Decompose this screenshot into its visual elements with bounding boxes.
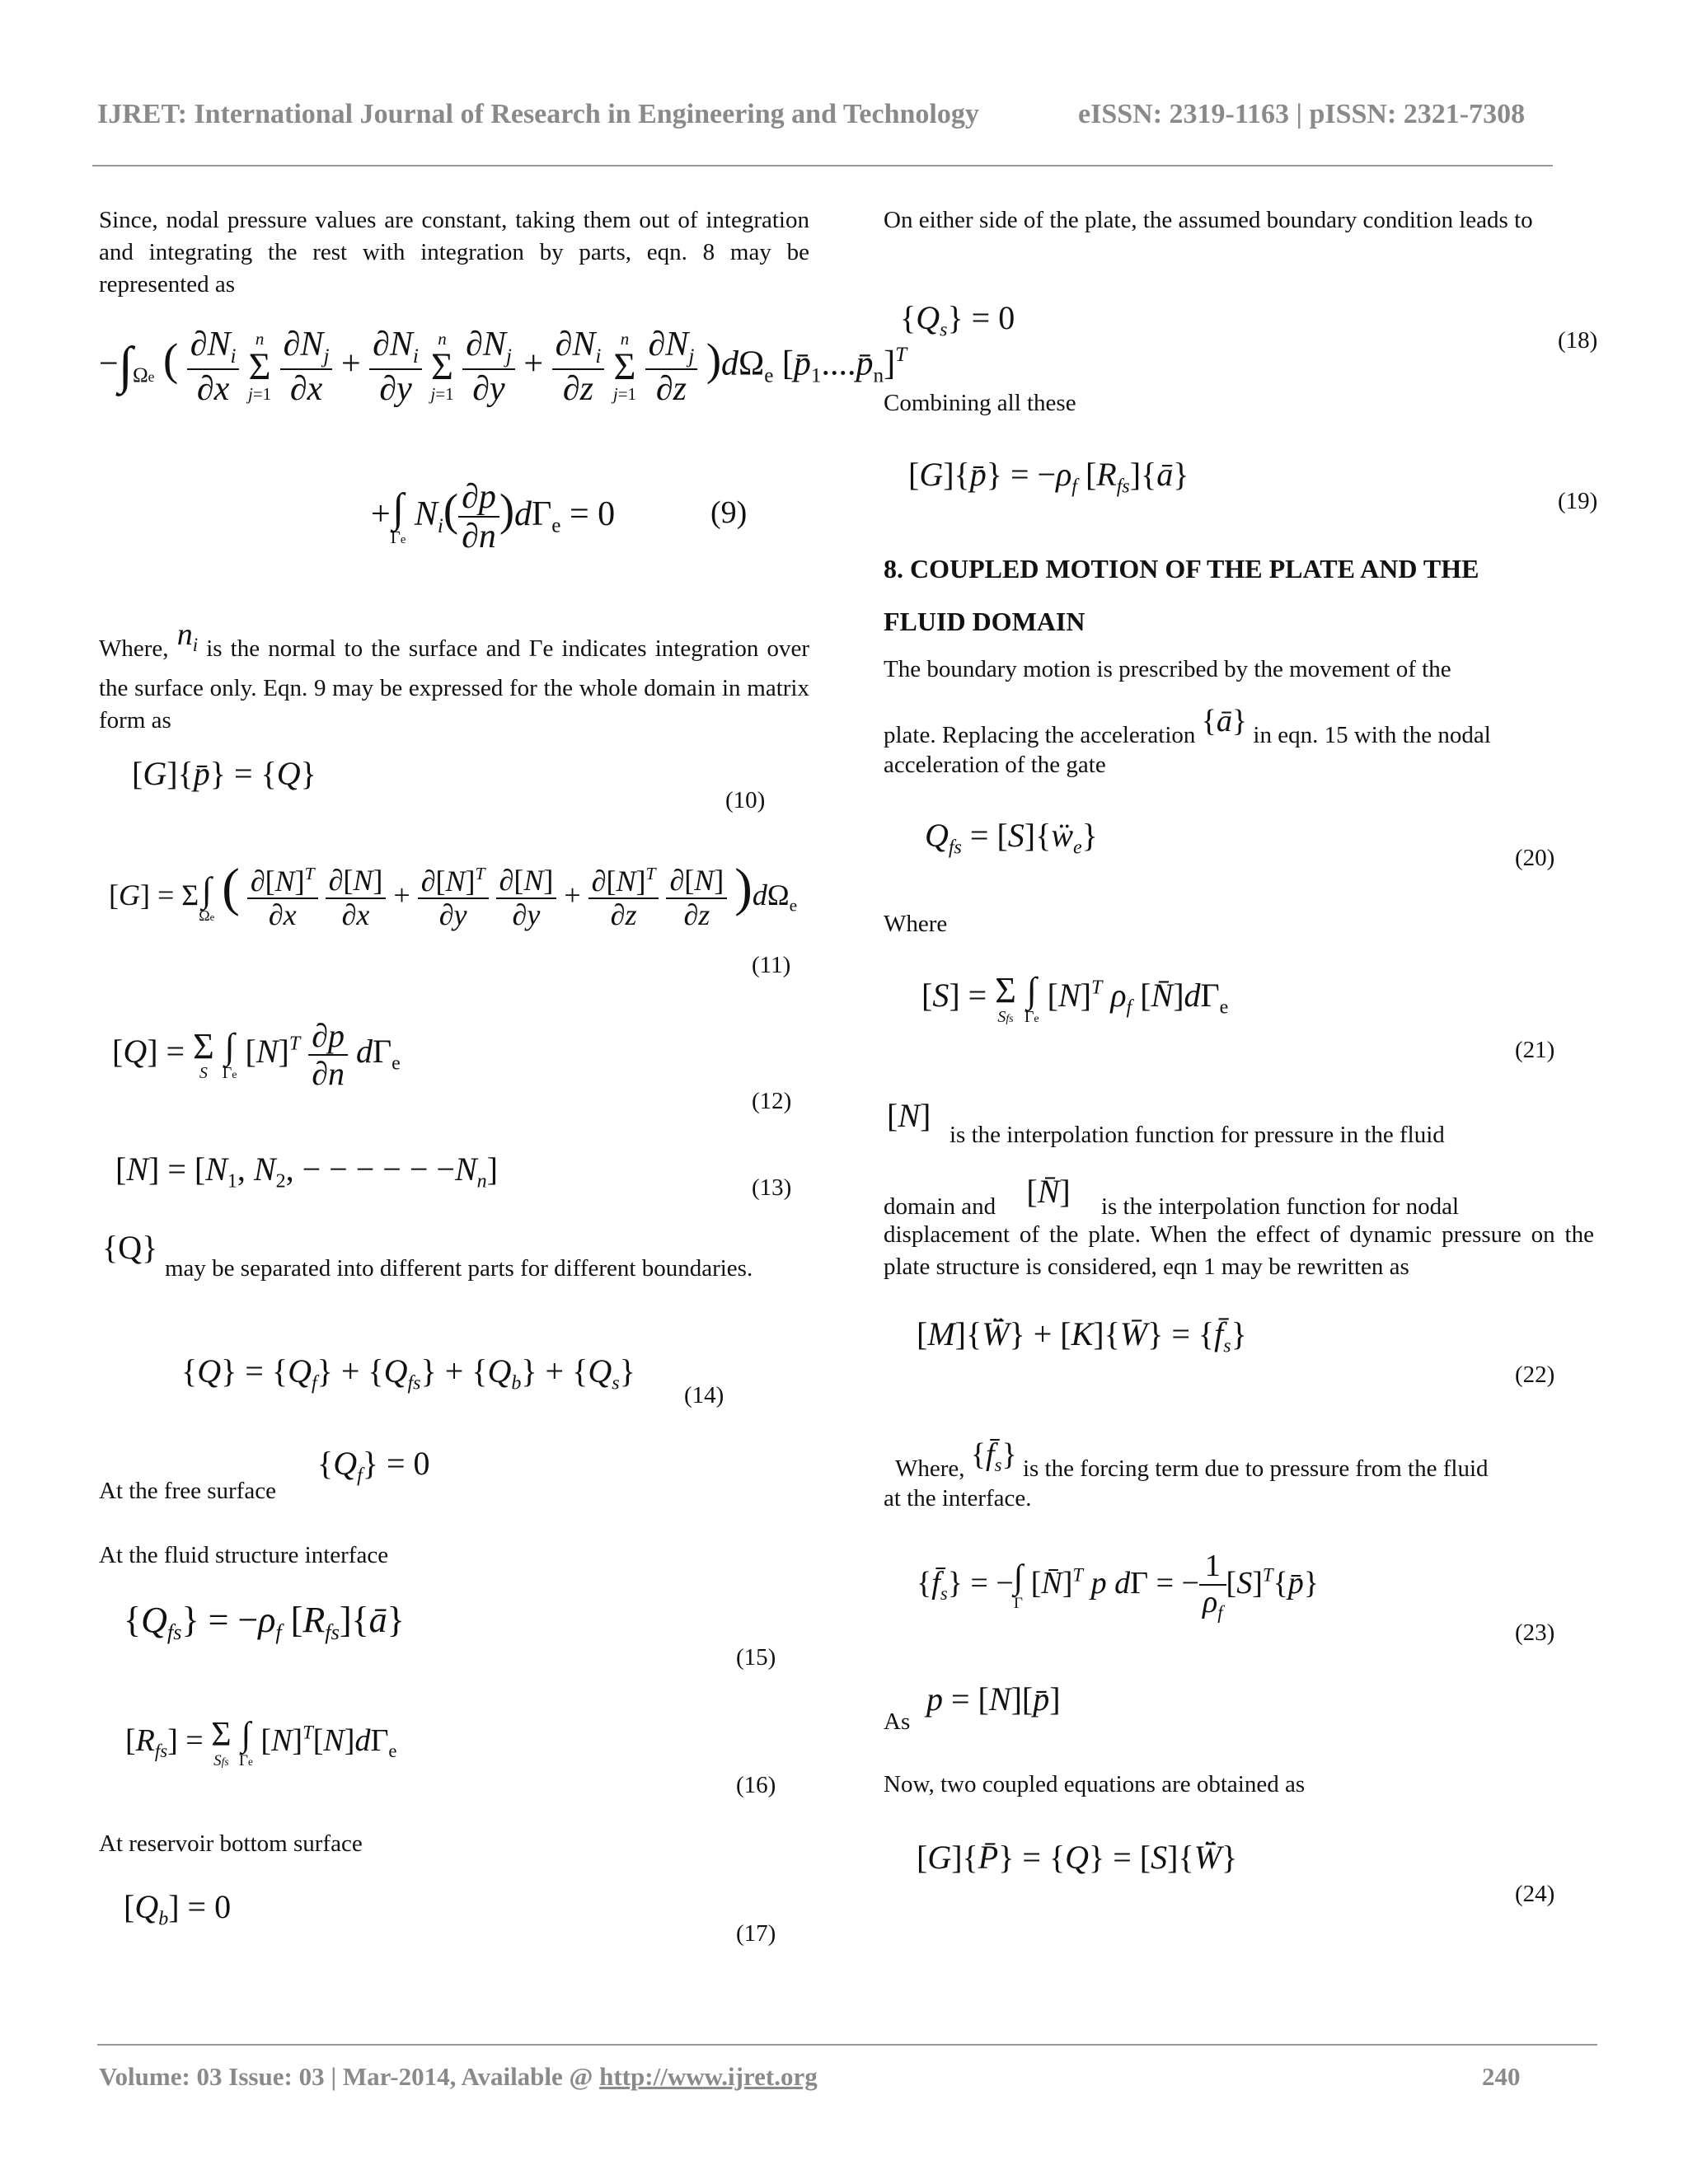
bottom-surface-label: At reservoir bottom surface: [99, 1830, 363, 1857]
equation-17: $[Q_b] = 0$: [124, 1888, 232, 1930]
equation-16: $[R_{fs}] = \Sigma$ Sfs ∫ Γe $[N]^T[N]d\Gamma_e$: [125, 1716, 397, 1769]
equation-15-number: (15): [736, 1644, 776, 1671]
equation-20-number: (20): [1515, 845, 1555, 871]
equation-9-line2: +∫ Γe $N_i$( $\frac{\partial p}{\partial n}$ )$d\Gamma_e = 0$: [371, 478, 616, 556]
header-rule: [92, 165, 1553, 166]
equation-23: $\{f̄_s\}$ = −∫ Γ [N̄]$^T$ p dΓ = − $\frac{1}{\rho_f}$ $[S]^T\{p̄\}$: [917, 1549, 1320, 1623]
normal-symbol-sub: i: [192, 634, 199, 655]
fsi-label: At the fluid structure interface: [99, 1542, 389, 1568]
section-heading-line1: 8. COUPLED MOTION OF THE PLATE AND THE: [884, 554, 1479, 583]
equation-11: [G] = Σ∫ Ωe ( $\frac{\partial[N]^T}{\partial x}$ $\frac{\partial[N]}{\partial x}$ + $\frac{\partial[N]^T}{\partial y}$ $\frac{\partial[N]}{\partial y}$ + $\frac{\partial[N]^T}{\partial z}$ $\frac{\partial[N]}{\partial z}$ )$d\Omega_e$: [109, 858, 798, 932]
equation-22-number: (22): [1515, 1361, 1555, 1388]
n-bar-symbol: [N̄]: [1026, 1173, 1071, 1210]
left-paragraph-1: Since, nodal pressure values are constant, taking them out of integration and integrating the rest with integration by parts, eqn. 8 may be represented as: [99, 207, 809, 298]
page-number: 240: [1482, 2062, 1521, 2091]
left-paragraph-2: [99, 617, 810, 737]
equation-21: [S] = Σ Sfs ∫ Γe $[N]^T$ $\rho_f$ $[N̄]d\Gamma_e$: [921, 970, 1229, 1026]
right-paragraph-1: On either side of the plate, the assumed boundary condition leads to: [884, 207, 1533, 233]
right-paragraph-4b: at the interface.: [884, 1485, 1032, 1511]
n-bar-text: is the interpolation function for nodal: [1100, 1193, 1460, 1220]
equation-22: [M]{W̄̈} + [K]{W̄} = $\{f̄_s\}$: [917, 1315, 1247, 1357]
equation-15: $\{Q_{fs}\} = -\rho_f$ $[R_{fs}]\{ā\}$: [124, 1600, 405, 1645]
right-paragraph-2b: [884, 704, 1594, 752]
where-label: Where,: [99, 635, 169, 662]
equation-19: [G]{p̄} = $-\rho_f$ $[R_{fs}]\{ā\}$: [908, 456, 1189, 498]
left-paragraph-3: may be separated into different parts for different boundaries.: [165, 1255, 753, 1282]
equation-13: $[N] = [N_1$, $N_2$, − − − − − $-N_n$]: [115, 1151, 498, 1193]
right-paragraph-3a: is the interpolation function for pressure in the fluid: [950, 1122, 1445, 1148]
equation-14-number: (14): [684, 1382, 724, 1408]
replacing-text: plate. Replacing the acceleration: [884, 722, 1196, 748]
equation-21-number: (21): [1515, 1037, 1555, 1063]
equation-20: $Q_{fs}$ = [S]{ẅ$_e$}: [925, 817, 1098, 859]
where-label-2: Where,: [895, 1455, 965, 1482]
footer-rule: [97, 2044, 1597, 2046]
q-symbol: {Q}: [102, 1229, 158, 1266]
pressure-relation: p = [N][p̄]: [926, 1680, 1061, 1718]
equation-14: $\{Q\} = \{Q_f\} + \{Q_{fs}\} + \{Q_b\} + \{Q_s\}$: [181, 1352, 635, 1394]
right-paragraph-2c: acceleration of the gate: [884, 752, 1106, 778]
equation-10: [G]{p̄} = {Q}: [132, 755, 316, 792]
free-surface-label: At the free surface: [99, 1478, 276, 1504]
right-paragraph-3c: displacement of the plate. When the effect of dynamic pressure on the plate structure is considered, eqn 1 may be rewritten as: [884, 1221, 1594, 1280]
normal-symbol: n: [176, 617, 193, 652]
page-header: [97, 99, 1548, 130]
equation-12: [Q] = Σ S ∫ Γe $[N]^T$ $\frac{\partial p}{\partial n}$ $d\Gamma_e$: [112, 1017, 401, 1092]
footer-volume: [99, 2062, 818, 2092]
combining-label: Combining all these: [884, 390, 1076, 416]
equation-17-number: (17): [736, 1920, 776, 1947]
equation-19-number: (19): [1558, 488, 1598, 514]
equation-23-number: (23): [1515, 1619, 1555, 1646]
acceleration-symbol: {ā}: [1201, 704, 1248, 738]
right-paragraph-2a: The boundary motion is prescribed by the movement of the: [884, 656, 1451, 682]
right-paragraph-3b: [884, 1173, 1594, 1223]
equation-11-number: (11): [752, 952, 791, 978]
equation-10-number: (10): [725, 787, 766, 813]
equation-24-number: (24): [1515, 1881, 1555, 1907]
equation-12-number: (12): [752, 1088, 792, 1114]
section-heading-line2: FLUID DOMAIN: [884, 607, 1085, 636]
coupled-intro: Now, two coupled equations are obtained as: [884, 1771, 1306, 1797]
equation-13-number: (13): [752, 1174, 792, 1201]
equation-9-line1: $-\int_{\Omega e}$ ( $\frac{\partial N_i}{\partial x}$ n Σ j=1 $\frac{\partial N_j}{\partial x}$ + $\frac{\partial N_i}{\partial y}$ n Σ j=1 $\frac{\partial N_j}{\partial y}$ + $\frac{\partial N_i}{\partial z}$ n Σ j=1 $\frac{\partial N_j}{\partial z}$ )$d\Omega_e$ $[p̄_1....p̄_n]^T$: [99, 326, 907, 408]
issn: eISSN: 2319-1163 | pISSN: 2321-7308: [1078, 99, 1526, 129]
equation-18-number: (18): [1558, 327, 1598, 354]
force-text: is the forcing term due to pressure from the fluid: [1022, 1455, 1489, 1482]
force-symbol: $\{f̄_s\}$: [970, 1437, 1017, 1475]
equation-16-number: (16): [736, 1772, 776, 1798]
where-label-right: Where: [884, 911, 948, 937]
where-text: is the normal to the surface and Γe indicates integration over the surface only. Eqn. 9 may be expressed for the whole domain in matrix form as: [99, 635, 810, 733]
n-matrix-symbol: [N]: [887, 1097, 931, 1134]
as-label: As: [884, 1708, 911, 1735]
journal-title: IJRET: International Journal of Research in Engineering and Technology: [97, 99, 979, 129]
equation-18: $\{Q_s\} = 0$: [900, 299, 1015, 341]
domain-and-text: domain and: [884, 1193, 996, 1220]
equation-9-number: (9): [710, 495, 748, 530]
footer-volume-text: Volume: 03 Issue: 03 | Mar-2014, Available @: [99, 2062, 600, 2091]
equation-24: [G]{P̄} = {Q} = [S]{W̄̈}: [917, 1839, 1238, 1876]
replacing-text-rest: in eqn. 15 with the nodal: [1253, 722, 1491, 748]
free-surface-equation: $\{Q_f\} = 0$: [317, 1445, 430, 1487]
footer-link[interactable]: http://www.ijret.org: [599, 2062, 818, 2091]
section-heading: [884, 542, 1609, 648]
